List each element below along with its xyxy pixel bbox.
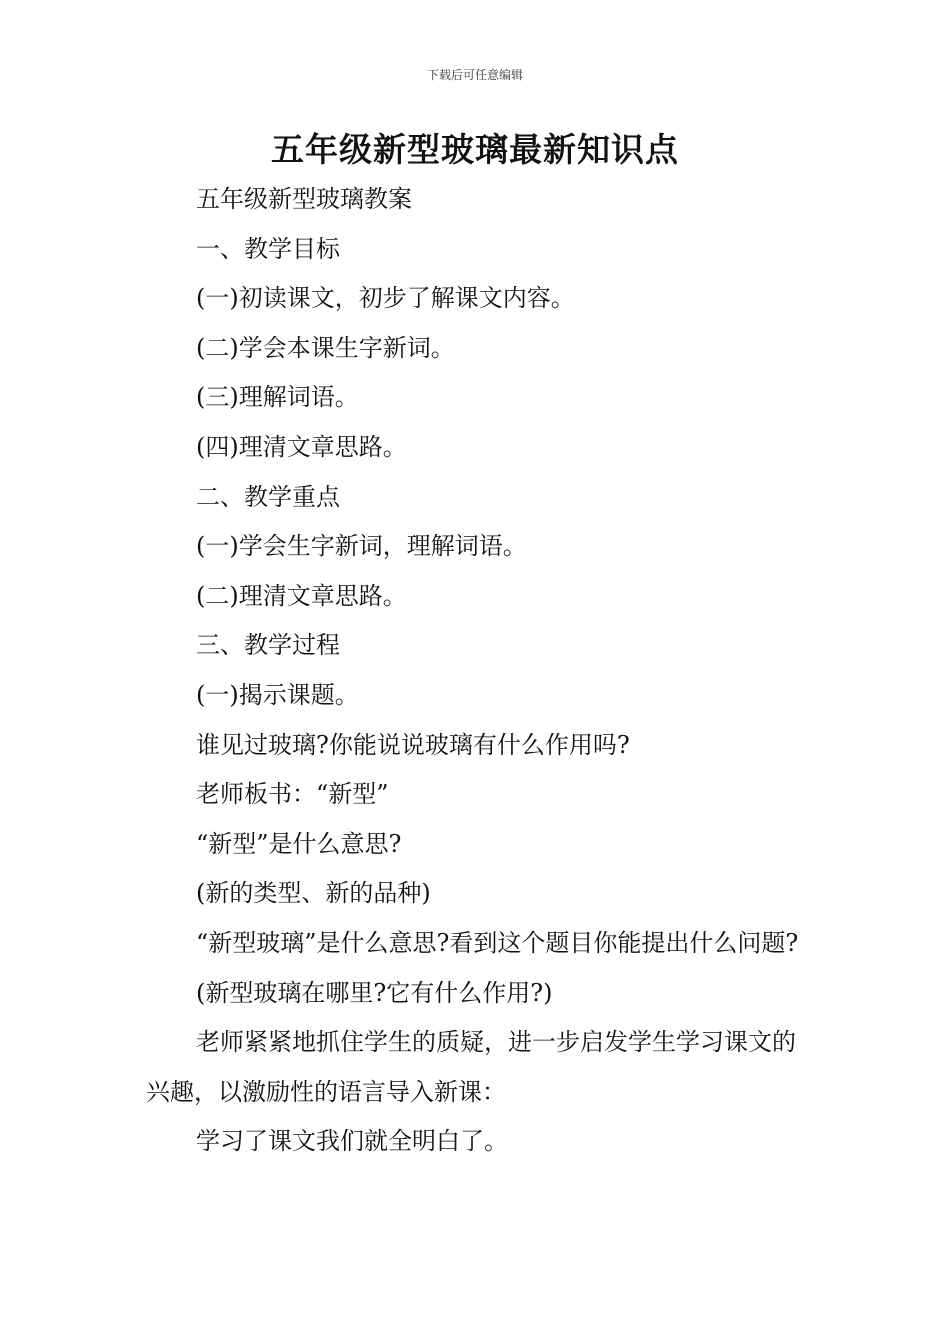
paragraph: (二)学会本课生字新词。 — [196, 333, 455, 362]
document-body — [146, 175, 810, 1167]
paragraph: (二)理清文章思路。 — [196, 581, 407, 610]
paragraph: (四)理清文章思路。 — [196, 432, 407, 461]
paragraph: (三)理解词语。 — [196, 383, 359, 412]
paragraph: “新型玻璃”是什么意思?看到这个题目你能提出什么问题? — [196, 928, 799, 957]
document-title: 五年级新型玻璃最新知识点 — [271, 130, 679, 169]
paragraph: (一)初读课文，初步了解课文内容。 — [196, 284, 575, 313]
section-heading-process: 三、教学过程 — [196, 631, 340, 660]
paragraph: 五年级新型玻璃教案 — [196, 185, 412, 213]
paragraph: 学习了课文我们就全明白了。 — [196, 1127, 508, 1156]
paragraph: 谁见过玻璃?你能说说玻璃有什么作用吗? — [196, 730, 630, 759]
section-heading-key-points: 二、教学重点 — [196, 482, 340, 511]
paragraph: (新的类型、新的品种) — [196, 879, 431, 908]
paragraph: (一)揭示课题。 — [196, 680, 359, 709]
section-heading-objectives: 一、教学目标 — [196, 234, 340, 263]
paragraph: (新型玻璃在哪里?它有什么作用?) — [196, 978, 553, 1007]
paragraph: 老师板书：“新型” — [196, 780, 389, 809]
paragraph: 老师紧紧地抓住学生的质疑，进一步启发学生学习课文的兴趣，以激励性的语言导入新课： — [146, 1028, 796, 1106]
page-header-note: 下载后可任意编辑 — [426, 68, 523, 82]
paragraph: (一)学会生字新词，理解词语。 — [196, 532, 527, 561]
paragraph: “新型”是什么意思? — [196, 829, 402, 858]
